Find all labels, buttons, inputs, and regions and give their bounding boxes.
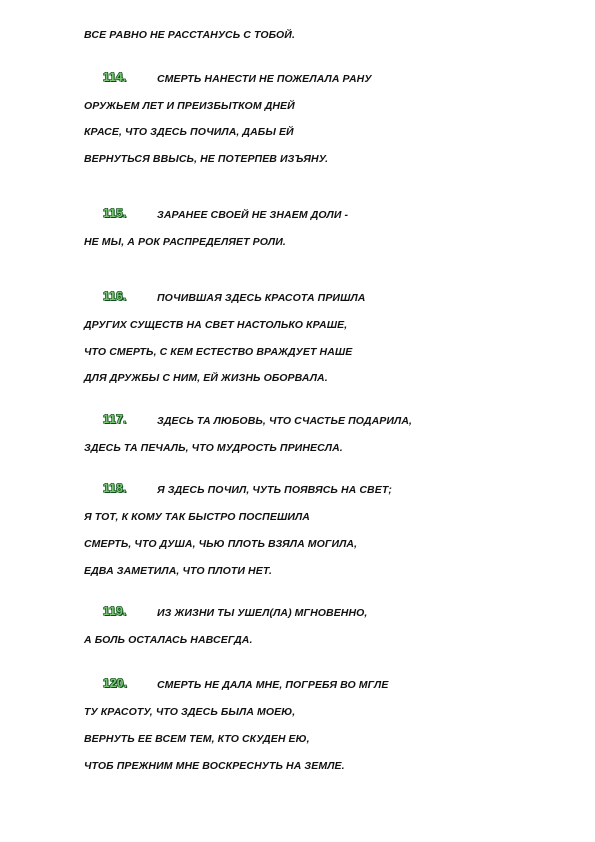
stanza-115-line-1: ЗАРАНЕЕ СВОЕЙ НЕ ЗНАЕМ ДОЛИ - xyxy=(157,209,349,221)
stanza-117-line-2: ЗДЕСЬ ТА ПЕЧАЛЬ, ЧТО МУДРОСТЬ ПРИНЕСЛА. xyxy=(84,442,343,454)
stanza-114-line-1: СМЕРТЬ НАНЕСТИ НЕ ПОЖЕЛАЛА РАНУ xyxy=(157,73,372,85)
stanza-114-line-3: КРАСЕ, ЧТО ЗДЕСЬ ПОЧИЛА, ДАБЫ ЕЙ xyxy=(84,126,294,138)
stanza-number-117: 117. xyxy=(103,412,127,426)
stanza-116-line-3: ЧТО СМЕРТЬ, С КЕМ ЕСТЕСТВО ВРАЖДУЕТ НАШЕ xyxy=(84,346,353,358)
intro-line: ВСЕ РАВНО НЕ РАССТАНУСЬ С ТОБОЙ. xyxy=(84,29,295,41)
stanza-114-line-4: ВЕРНУТЬСЯ ВВЫСЬ, НЕ ПОТЕРПЕВ ИЗЪЯНУ. xyxy=(84,153,329,165)
stanza-118-line-3: СМЕРТЬ, ЧТО ДУША, ЧЬЮ ПЛОТЬ ВЗЯЛА МОГИЛА, xyxy=(84,538,358,550)
stanza-118-line-4: ЕДВА ЗАМЕТИЛА, ЧТО ПЛОТИ НЕТ. xyxy=(84,565,272,577)
stanza-116-line-4: ДЛЯ ДРУЖБЫ С НИМ, ЕЙ ЖИЗНЬ ОБОРВАЛА. xyxy=(84,372,328,384)
stanza-117-line-1: ЗДЕСЬ ТА ЛЮБОВЬ, ЧТО СЧАСТЬЕ ПОДАРИЛА, xyxy=(157,415,413,427)
stanza-120-line-2: ТУ КРАСОТУ, ЧТО ЗДЕСЬ БЫЛА МОЕЮ, xyxy=(84,706,296,718)
stanza-number-119: 119. xyxy=(103,604,127,618)
stanza-number-116: 116. xyxy=(103,289,127,303)
stanza-120-line-1: СМЕРТЬ НЕ ДАЛА МНЕ, ПОГРЕБЯ ВО МГЛЕ xyxy=(157,679,389,691)
stanza-116-line-1: ПОЧИВШАЯ ЗДЕСЬ КРАСОТА ПРИШЛА xyxy=(157,292,366,304)
stanza-number-114: 114. xyxy=(103,70,127,84)
stanza-119-line-1: ИЗ ЖИЗНИ ТЫ УШЕЛ(ЛА) МГНОВЕННО, xyxy=(157,607,368,619)
stanza-number-115: 115. xyxy=(103,206,127,220)
stanza-120-line-4: ЧТОБ ПРЕЖНИМ МНЕ ВОСКРЕСНУТЬ НА ЗЕМЛЕ. xyxy=(84,760,345,772)
stanza-number-118: 118. xyxy=(103,481,127,495)
stanza-119-line-2: А БОЛЬ ОСТАЛАСЬ НАВСЕГДА. xyxy=(84,634,253,646)
stanza-114-line-2: ОРУЖЬЕМ ЛЕТ И ПРЕИЗБЫТКОМ ДНЕЙ xyxy=(84,100,295,112)
stanza-number-120: 120. xyxy=(103,676,128,690)
stanza-118-line-1: Я ЗДЕСЬ ПОЧИЛ, ЧУТЬ ПОЯВЯСЬ НА СВЕТ; xyxy=(157,484,392,496)
stanza-120-line-3: ВЕРНУТЬ ЕЕ ВСЕМ ТЕМ, КТО СКУДЕН ЕЮ, xyxy=(84,733,310,745)
stanza-115-line-2: НЕ МЫ, А РОК РАСПРЕДЕЛЯЕТ РОЛИ. xyxy=(84,236,286,248)
stanza-116-line-2: ДРУГИХ СУЩЕСТВ НА СВЕТ НАСТОЛЬКО КРАШЕ, xyxy=(84,319,348,331)
stanza-118-line-2: Я ТОТ, К КОМУ ТАК БЫСТРО ПОСПЕШИЛА xyxy=(84,511,310,523)
